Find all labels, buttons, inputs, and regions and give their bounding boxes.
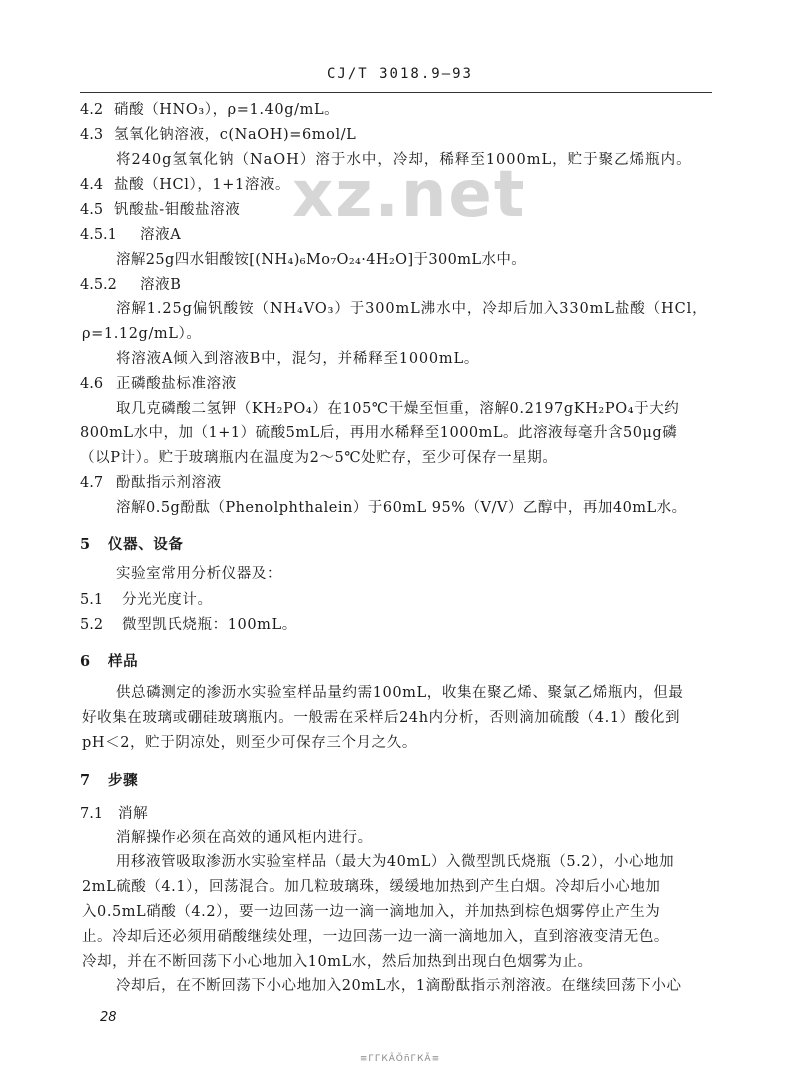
body-line: 止。冷却后还必须用硝酸继续处理，一边回荡一边一滴一滴地加入，直到溶液变清无色。 [82,929,669,945]
body-line: 消解操作必须在高效的通风柜内进行。 [116,830,373,846]
clause-title: 溶液A [140,227,182,243]
clause-number: 4.2 [80,102,104,118]
watermark: xz.net [292,158,527,232]
page-footer: ≡ГГКÃÕñГКÃ≡ [359,1054,441,1064]
section-heading: 步骤 [108,772,139,789]
body-line: 用移液管吸取渗沥水实验室样品（最大为40mL）入微型凯氏烧瓶（5.2），小心地加 [116,854,675,870]
body-line: 实验室常用分析仪器及： [116,566,283,582]
clause-number: 6 [80,653,91,670]
clause-title: 消解 [118,806,149,822]
body-line: 800mL水中，加（1+1）硫酸5mL后，再用水稀释至1000mL。此溶液每毫升含50μg磷 [80,425,678,441]
clause-number: 4.5 [80,202,104,218]
clause-title: 正磷酸盐标准溶液 [116,376,237,392]
page-number: 28 [100,1010,117,1025]
clause-number: 4.5.2 [80,277,117,293]
clause-number: 5.1 [80,592,104,608]
clause-title: 微型凯氏烧瓶：100mL。 [122,617,297,633]
page-header: CJ/T 3018.9—93 [326,66,473,82]
body-line: （以P计）。贮于玻璃瓶内在温度为2～5℃处贮存，至少可保存一星期。 [80,450,558,466]
body-line: 2mL硫酸（4.1），回荡混合。加几粒玻璃珠，缓缓地加热到产生白烟。冷却后小心地加 [82,879,661,895]
clause-title: 酚酞指示剂溶液 [116,475,222,491]
clause-title: 溶液B [140,277,182,293]
clause-title: 分光光度计。 [122,592,213,608]
clause-number: 4.4 [80,177,104,193]
clause-number: 7.1 [80,806,104,822]
body-line: 将溶液A倾入到溶液B中，混匀，并稀释至1000mL。 [116,351,480,367]
section-heading: 仪器、设备 [108,536,184,553]
clause-title: 盐酸（HCl），1+1溶液。 [114,177,291,193]
body-line: 溶解0.5g酚酞（Phenolphthalein）于60mL 95%（V/V）乙醇中，再加40mL水。 [116,500,687,516]
body-line: 好收集在玻璃或硼硅玻璃瓶内。一般需在采样后24h内分析，否则滴加硫酸（4.1）酸化到 [82,710,681,726]
clause-number: 4.3 [80,127,104,143]
body-line: 入0.5mL硝酸（4.2），要一边回荡一边一滴一滴地加入，并加热到棕色烟雾停止产生为 [82,904,661,920]
clause-number: 5.2 [80,617,104,633]
body-line: 供总磷测定的渗沥水实验室样品量约需100mL，收集在聚乙烯、聚氯乙烯瓶内，但最 [116,685,684,701]
clause-number: 7 [80,772,91,789]
clause-title: 氢氧化钠溶液，c(NaOH)=6mol/L [114,127,357,143]
clause-number: 5 [80,536,91,553]
clause-number: 4.6 [80,376,104,392]
body-line: 冷却，并在不断回荡下小心地加入10mL水，然后加热到出现白色烟雾为止。 [82,954,593,970]
section-heading: 样品 [108,653,139,670]
body-line: pH＜2，贮于阴凉处，则至少可保存三个月之久。 [82,735,417,751]
clause-number: 4.7 [80,475,104,491]
body-line: 溶解25g四水钼酸铵[(NH₄)₆Mo₇O₂₄·4H₂O]于300mL水中。 [116,252,527,268]
body-line: 取几克磷酸二氢钾（KH₂PO₄）在105℃干燥至恒重，溶解0.2197gKH₂PO₄于大约 [116,401,680,417]
body-line: 冷却后，在不断回荡下小心地加入20mL水，1滴酚酞指示剂溶液。在继续回荡下小心 [116,978,682,994]
body-line: 溶解1.25g偏钒酸铵（NH₄VO₃）于300mL沸水中，冷却后加入330mL盐酸（HCl， [116,301,708,317]
clause-number: 4.5.1 [80,227,117,243]
header-rule [80,92,712,93]
body-line: 将240g氢氧化钠（NaOH）溶于水中，冷却，稀释至1000mL，贮于聚乙烯瓶内。 [116,152,692,168]
body-line: ρ=1.12g/mL）。 [82,326,202,342]
clause-title: 硝酸（HNO₃），ρ=1.40g/mL。 [114,102,340,118]
clause-title: 钒酸盐-钼酸盐溶液 [114,202,241,218]
